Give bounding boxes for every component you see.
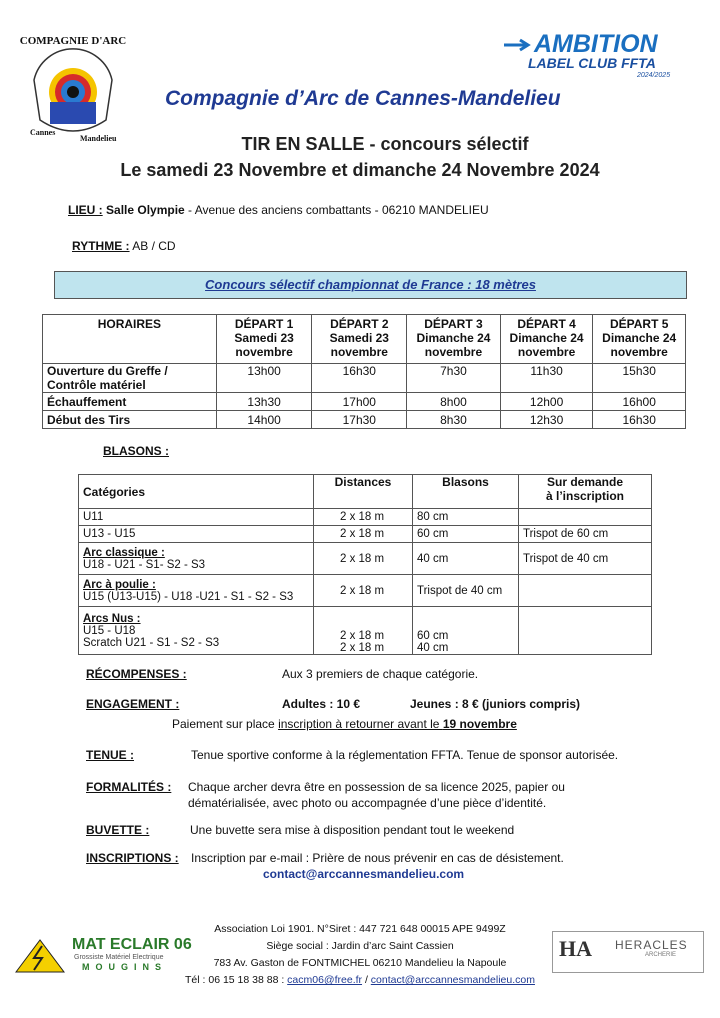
depart-1-header: DÉPART 1 Samedi 23 novembre xyxy=(216,315,312,364)
category-cell: Arc à poulie : U15 (U13-U15) - U18 -U21 - S1 - S2 - S3 xyxy=(79,575,314,607)
footer-email-2[interactable]: contact@arccannesmandelieu.com xyxy=(370,974,535,986)
formalites-line-1: Chaque archer devra être en possession de sa licence 2025, papier ou xyxy=(188,780,565,794)
footer-line-1: Association Loi 1901. N°Siret : 447 721 648 00015 APE 9499Z xyxy=(214,923,506,935)
time-cell: 15h30 xyxy=(593,364,686,393)
blasons-header: Blasons xyxy=(413,475,519,509)
lightning-icon xyxy=(14,938,66,974)
table-row xyxy=(43,364,686,393)
footer-tel: Tél : 06 15 18 38 88 : xyxy=(185,974,288,986)
logo-city-1: Cannes xyxy=(30,128,56,137)
payment-deadline-date: 19 novembre xyxy=(442,717,517,731)
mat-eclair-name: MAT ECLAIR 06 xyxy=(72,936,192,953)
buvette-label: BUVETTE : xyxy=(86,823,150,837)
table-row xyxy=(79,607,652,655)
footer-line-3: 783 Av. Gaston de FONTMICHEL 06210 Mandelieu la Napoule xyxy=(213,957,507,969)
depart-2-header: DÉPART 2 Samedi 23 novembre xyxy=(312,315,407,364)
time-cell: 13h00 xyxy=(216,364,312,393)
footer-contact: Tél : 06 15 18 38 88 : cacm06@free.fr / contact@arccannesmandelieu.com xyxy=(185,974,535,986)
time-cell: 12h00 xyxy=(500,393,593,411)
table-row xyxy=(79,509,652,526)
tenue-label: TENUE : xyxy=(86,748,134,762)
horaires-header: HORAIRES xyxy=(43,315,217,364)
time-cell: 16h30 xyxy=(312,364,407,393)
ambition-season: 2024/2025 xyxy=(637,72,671,79)
sur-demande-header: Sur demande à l’inscription xyxy=(519,475,652,509)
blasons-header-row xyxy=(79,475,652,509)
payment-text: Paiement sur place xyxy=(172,717,279,731)
logo-city-2: Mandelieu xyxy=(80,134,117,143)
formalites-label: FORMALITÉS : xyxy=(86,780,172,794)
depart-3-header: DÉPART 3 Dimanche 24 novembre xyxy=(407,315,501,364)
distance-cell: 2 x 18 m 2 x 18 m xyxy=(314,607,413,655)
table-row xyxy=(79,543,652,575)
lieu-line xyxy=(68,203,489,217)
engagement-jeunes: Jeunes : 8 € (juniors compris) xyxy=(410,697,581,711)
row-label: Ouverture du Greffe / Contrôle matériel xyxy=(43,364,217,393)
distance-cell: 2 x 18 m xyxy=(314,509,413,526)
time-cell: 7h30 xyxy=(407,364,501,393)
depart-4-header: DÉPART 4 Dimanche 24 novembre xyxy=(500,315,593,364)
demande-cell xyxy=(519,509,652,526)
distance-cell: 2 x 18 m xyxy=(314,526,413,543)
club-name: Compagnie d’Arc de Cannes-Mandelieu xyxy=(165,87,561,110)
event-dates: Le samedi 23 Novembre et dimanche 24 Novembre 2024 xyxy=(120,160,600,180)
club-logo xyxy=(14,30,132,148)
table-row xyxy=(79,526,652,543)
time-cell: 8h30 xyxy=(407,411,501,429)
category-cell: Arc classique : U18 - U21 - S1- S2 - S3 xyxy=(79,543,314,575)
demande-cell xyxy=(519,575,652,607)
category-cell: U13 - U15 xyxy=(79,526,314,543)
blason-cell: 60 cm xyxy=(413,526,519,543)
blason-cell: 80 cm xyxy=(413,509,519,526)
inscriptions-text: Inscription par e-mail : Prière de nous prévenir en cas de désistement. xyxy=(191,851,564,865)
mat-eclair-sub: Grossiste Matériel Electrique xyxy=(74,954,164,961)
time-cell: 16h30 xyxy=(593,411,686,429)
demande-cell: Trispot de 40 cm xyxy=(519,543,652,575)
categories-header: Catégories xyxy=(79,475,314,509)
category-cell: U11 xyxy=(79,509,314,526)
heracles-mark: HA xyxy=(559,936,592,961)
distance-cell: 2 x 18 m xyxy=(314,543,413,575)
time-cell: 14h00 xyxy=(216,411,312,429)
inscriptions-email[interactable]: contact@arccannesmandelieu.com xyxy=(263,867,465,881)
ambition-logo xyxy=(504,32,694,84)
time-cell: 11h30 xyxy=(500,364,593,393)
demande-cell: Trispot de 60 cm xyxy=(519,526,652,543)
svg-text:COMPAGNIE D'ARC: COMPAGNIE D'ARC xyxy=(19,35,127,47)
mat-eclair-city: MOUGINS xyxy=(82,962,168,972)
footer-line-2: Siège social : Jardin d’arc Saint Cassien xyxy=(266,940,454,952)
rythme-line xyxy=(72,239,176,253)
time-cell: 12h30 xyxy=(500,411,593,429)
table-row xyxy=(43,393,686,411)
payment-deadline-text: inscription à retourner avant le xyxy=(278,717,443,731)
tenue-text: Tenue sportive conforme à la réglementation FFTA. Tenue de sponsor autorisée. xyxy=(191,748,619,762)
demande-cell xyxy=(519,607,652,655)
row-label: Début des Tirs xyxy=(43,411,217,429)
formalites-line-2: dématérialisée, avec photo ou accompagnée d’une pièce d’identité. xyxy=(188,796,547,810)
banner-text: Concours sélectif championnat de France : 18 mètres xyxy=(205,277,536,292)
footer-email-1[interactable]: cacm06@free.fr xyxy=(287,974,363,986)
event-title: TIR EN SALLE - concours sélectif xyxy=(241,134,529,154)
horaires-header-row xyxy=(43,315,686,364)
lieu-venue: Salle Olympie xyxy=(106,203,185,217)
heracles-sub: ARCHERIE xyxy=(645,952,677,958)
recompenses-text: Aux 3 premiers de chaque catégorie. xyxy=(282,667,479,681)
distance-cell: 2 x 18 m xyxy=(314,575,413,607)
blasons-table xyxy=(78,474,652,655)
ambition-title: AMBITION xyxy=(534,30,658,58)
competition-banner xyxy=(54,271,687,299)
buvette-text: Une buvette sera mise à disposition pendant tout le weekend xyxy=(190,823,515,837)
time-cell: 13h30 xyxy=(216,393,312,411)
rythme-label: RYTHME : xyxy=(72,239,130,253)
distances-header: Distances xyxy=(314,475,413,509)
ambition-subtitle: LABEL CLUB FFTA xyxy=(528,55,656,71)
time-cell: 16h00 xyxy=(593,393,686,411)
category-cell: Arcs Nus : U15 - U18 Scratch U21 - S1 - S2 - S3 xyxy=(79,607,314,655)
row-label: Échauffement xyxy=(43,393,217,411)
time-cell: 17h00 xyxy=(312,393,407,411)
engagement-adultes: Adultes : 10 € xyxy=(282,697,361,711)
blasons-label: BLASONS : xyxy=(103,444,169,458)
horaires-table xyxy=(42,314,686,429)
time-cell: 17h30 xyxy=(312,411,407,429)
payment-line xyxy=(172,717,517,731)
time-cell: 8h00 xyxy=(407,393,501,411)
rythme-value: AB / CD xyxy=(129,239,176,253)
lieu-label: LIEU : xyxy=(68,203,103,217)
table-row xyxy=(43,411,686,429)
blason-cell: 40 cm xyxy=(413,543,519,575)
depart-5-header: DÉPART 5 Dimanche 24 novembre xyxy=(593,315,686,364)
heracles-brand: HERACLES xyxy=(615,938,688,952)
blason-cell: 60 cm 40 cm xyxy=(413,607,519,655)
blason-cell: Trispot de 40 cm xyxy=(413,575,519,607)
recompenses-label: RÉCOMPENSES : xyxy=(86,667,187,681)
table-row xyxy=(79,575,652,607)
heracles-logo xyxy=(552,931,704,973)
engagement-label: ENGAGEMENT : xyxy=(86,697,180,711)
inscriptions-label: INSCRIPTIONS : xyxy=(86,851,179,865)
lieu-address: - Avenue des anciens combattants - 06210 MANDELIEU xyxy=(184,203,489,217)
mat-eclair-logo xyxy=(14,936,190,976)
